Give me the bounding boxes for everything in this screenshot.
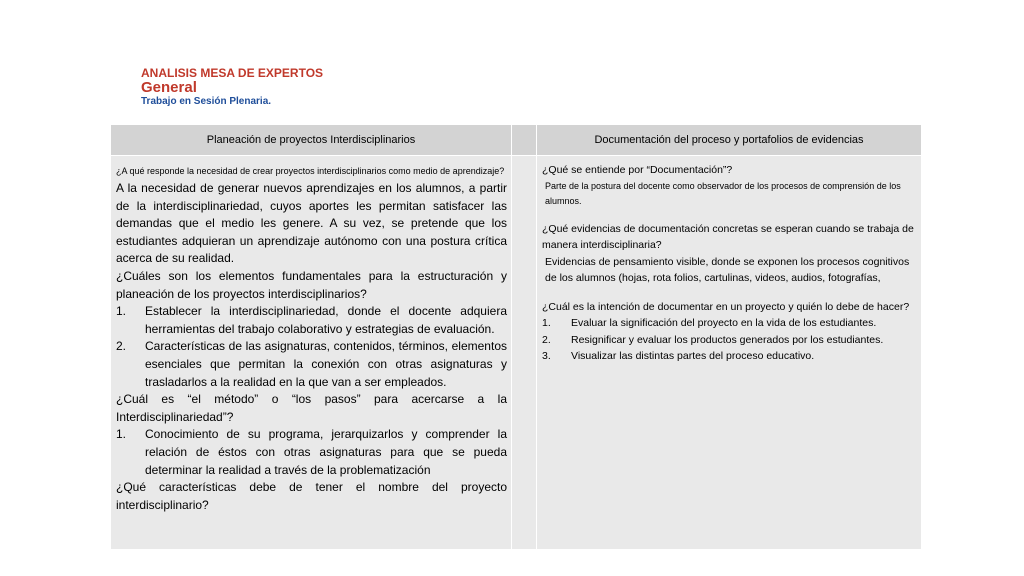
column-header-documentation: Documentación del proceso y portafolios de evidencias — [537, 125, 922, 156]
elements-list — [116, 303, 507, 391]
header-title: ANALISIS MESA DE EXPERTOS — [141, 66, 324, 80]
list-item-text: Características de las asignaturas, contenidos, términos, elementos esenciales que permitan la conexión con otras asignaturas y trasladarlos a la realidad en la que van a ser empleados. — [145, 339, 507, 389]
list-number: 2. — [542, 333, 551, 346]
answer-text: Evidencias de pensamiento visible, donde se exponen los procesos cognitivos de los alumnos (hojas, rota folios, cartulinas, videos, audios, fotografías, — [545, 255, 910, 284]
documentation-cell — [537, 156, 922, 550]
list-item — [542, 348, 917, 365]
analysis-table — [110, 124, 922, 550]
question-text: ¿Qué evidencias de documentación concretas se esperan cuando se trabaja de manera interdisciplinaria? — [542, 222, 914, 251]
spacer — [542, 287, 917, 299]
question-text: ¿A qué responde la necesidad de crear proyectos interdisciplinarios como medio de aprendizaje? — [116, 166, 505, 176]
intention-list — [542, 315, 917, 365]
question-text: ¿Cuál es “el método” o “los pasos” para acercarse a la Interdisciplinariedad”? — [116, 392, 507, 424]
list-number: 1. — [542, 317, 551, 329]
column-header-spacer — [512, 125, 537, 156]
list-item — [542, 315, 917, 332]
list-item — [116, 303, 507, 338]
column-header-planning: Planeación de proyectos Interdisciplinarios — [111, 125, 512, 156]
question-text: ¿Cuáles son los elementos fundamentales para la estructuración y planeación de los proyectos interdisciplinarios? — [116, 268, 507, 301]
spacer-cell — [512, 156, 537, 550]
list-number: 1. — [116, 304, 127, 319]
method-list — [116, 426, 507, 479]
list-number: 3. — [542, 350, 551, 362]
list-item-text: Resignificar y evaluar los productos generados por los estudiantes. — [571, 333, 884, 346]
question-text: ¿Cuál es la intención de documentar en un proyecto y quién lo debe de hacer? — [542, 300, 910, 313]
table-body-row — [111, 156, 922, 550]
list-item — [116, 426, 507, 479]
list-item-text: Visualizar las distintas partes del proceso educativo. — [571, 350, 815, 362]
header-caption: Trabajo en Sesión Plenaria. — [141, 96, 272, 107]
table-header-row — [111, 125, 922, 156]
list-number: 1. — [116, 427, 127, 442]
list-item-text: Conocimiento de su programa, jerarquizarlos y comprender la relación de éstos con otras asignaturas para que se pueda determinar la realidad a través de la problematización — [145, 427, 507, 477]
list-number: 2. — [116, 339, 127, 354]
header-subtitle: General — [141, 79, 197, 96]
planning-cell — [111, 156, 512, 550]
list-item-text: Evaluar la significación del proyecto en la vida de los estudiantes. — [571, 317, 877, 329]
spacer — [542, 209, 917, 221]
slide-header — [141, 66, 323, 108]
question-text: ¿Qué características debe de tener el nombre del proyecto interdisciplinario? — [116, 480, 507, 512]
list-item — [542, 332, 917, 349]
answer-text: A la necesidad de generar nuevos aprendizajes en los alumnos, a partir de la interdisciplinariedad, cuyos aportes les permitan satisfacer las demandas que el medio les genere. A su vez, se pretende que los estudiantes adquieran un aprendizaje autónomo con una postura crítica acerca de su realidad. — [116, 181, 507, 266]
list-item-text: Establecer la interdisciplinariedad, donde el docente adquiera herramientas del trabajo colaborativo y estrategias de evaluación. — [145, 304, 507, 336]
answer-text: Parte de la postura del docente como observador de los procesos de comprensión de los alumnos. — [545, 180, 901, 206]
question-text: ¿Qué se entiende por “Documentación”? — [542, 164, 733, 176]
list-item — [116, 338, 507, 391]
